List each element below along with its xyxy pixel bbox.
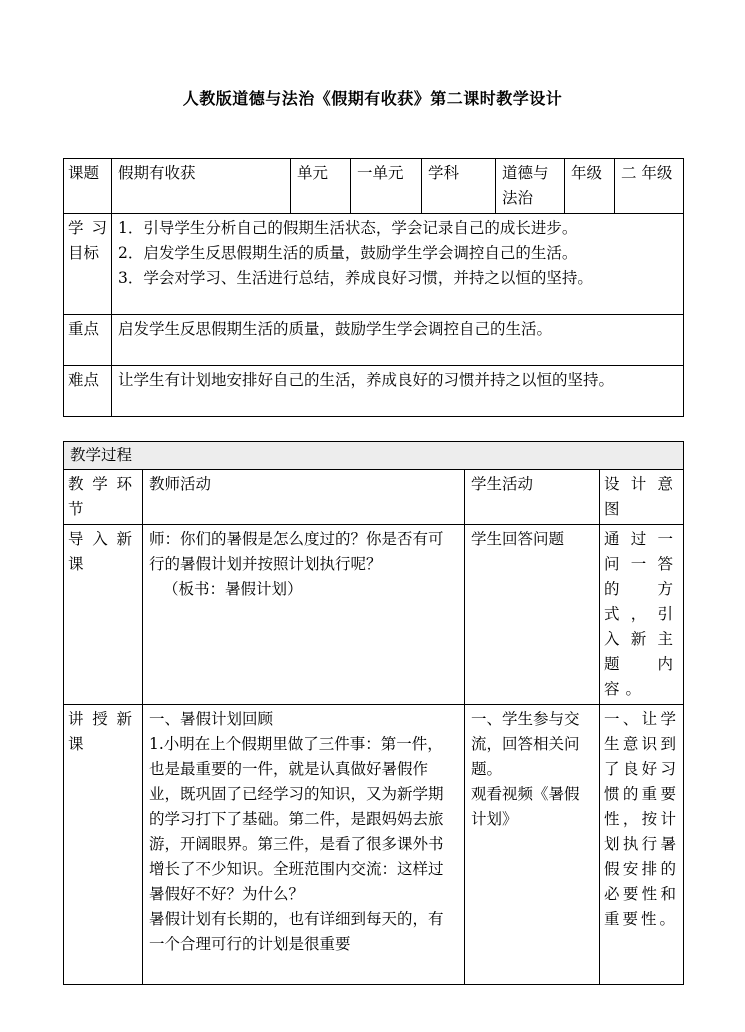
table-row — [64, 525, 684, 705]
stage-cell: 导入新课 — [64, 525, 143, 705]
subject-label: 学科 — [422, 159, 496, 214]
table-row — [64, 705, 684, 985]
teacher-activity-line: 师：你们的暑假是怎么度过的？你是否有可行的暑假计划并按照计划执行呢？ — [149, 530, 444, 573]
teacher-activity-line: （板书：暑假计划） — [163, 580, 303, 598]
objectives-list — [112, 214, 684, 315]
intent-cell: 一、让学生意识到了良好习惯的重要性，按计划执行暑假安排的必要性和重要性。 — [600, 705, 684, 985]
grade-label: 年级 — [565, 159, 615, 214]
student-activity-cell: 学生回答问题 — [465, 525, 600, 705]
intent-column-header: 设计意图 — [600, 470, 684, 525]
intent-cell: 通过一问一答的方式，引入新主题内容。 — [600, 525, 684, 705]
unit-label: 单元 — [291, 159, 351, 214]
teacher-activity-cell — [143, 705, 465, 985]
lesson-info-table — [63, 158, 684, 417]
teacher-column-header: 教师活动 — [143, 470, 465, 525]
objective-item: 3．学会对学习、生活进行总结，养成良好习惯，并持之以恒的坚持。 — [118, 269, 593, 287]
teacher-activity-line: 一、暑假计划回顾 — [149, 710, 274, 728]
stage-cell: 讲授新课 — [64, 705, 143, 985]
topic-value: 假期有收获 — [112, 159, 291, 214]
difficulty-value: 让学生有计划地安排好自己的生活，养成良好的习惯并持之以恒的坚持。 — [112, 366, 684, 417]
objective-item: 2．启发学生反思假期生活的质量，鼓励学生学会调控自己的生活。 — [118, 244, 578, 262]
stage-column-header: 教学环节 — [64, 470, 143, 525]
student-activity-line: 观看视频《暑假计划》 — [471, 785, 580, 828]
unit-value: 一单元 — [351, 159, 422, 214]
teacher-activity-line: 1.小明在上个假期里做了三件事：第一件，也是最重要的一件，就是认真做好暑假作业，既巩固了已经学习的知识，又为新学期的学习打下了基础。第二件，是跟妈妈去旅游，开阔眼界。第三件，是看了很多课外书增长了不少知识。全班范围内交流：这样过暑假好不好？为什么？ — [149, 735, 444, 903]
teacher-activity-cell — [143, 525, 465, 705]
student-column-header: 学生活动 — [465, 470, 600, 525]
key-point-value: 启发学生反思假期生活的质量，鼓励学生学会调控自己的生活。 — [112, 315, 684, 366]
student-activity-cell — [465, 705, 600, 985]
teacher-activity-line: 暑假计划有长期的，也有详细到每天的，有一个合理可行的计划是很重要 — [149, 910, 444, 953]
process-header: 教学过程 — [64, 442, 684, 470]
grade-value: 二 年级 — [615, 159, 684, 214]
objectives-label: 学习目标 — [64, 214, 112, 315]
document-title: 人教版道德与法治《假期有收获》第二课时教学设计 — [182, 89, 563, 108]
objective-item: 1．引导学生分析自己的假期生活状态，学会记录自己的成长进步。 — [118, 219, 578, 237]
subject-value: 道德与法治 — [496, 159, 565, 214]
topic-label: 课题 — [64, 159, 112, 214]
student-activity-line: 一、学生参与交流，回答相关问题。 — [471, 710, 580, 778]
teaching-process-table — [63, 441, 684, 985]
key-point-label: 重点 — [64, 315, 112, 366]
difficulty-label: 难点 — [64, 366, 112, 417]
